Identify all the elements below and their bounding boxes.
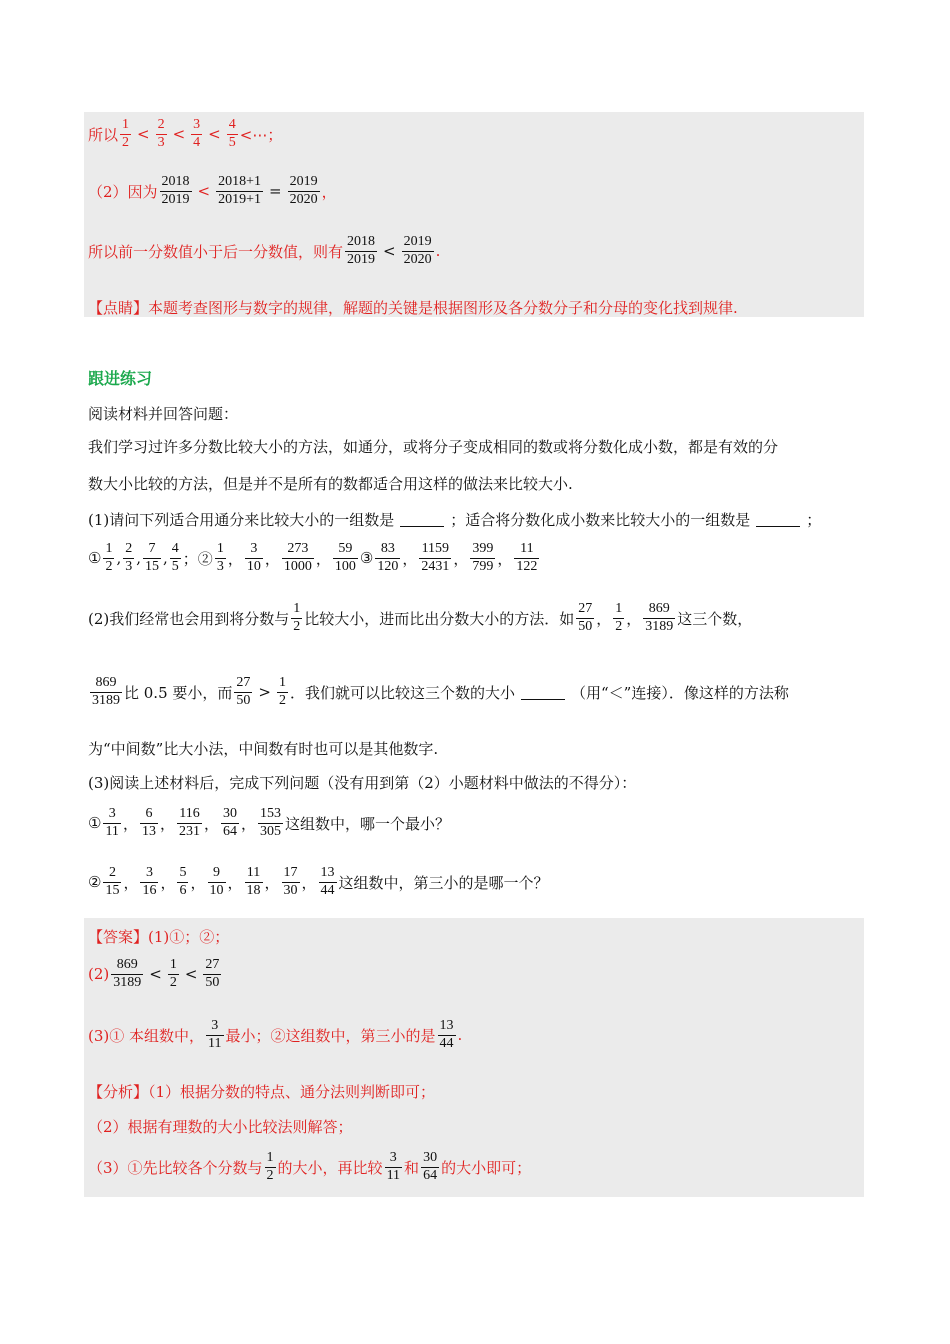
solution-line-2 (88, 175, 337, 207)
text: 【分析】（1）根据分数的特点、通分法则判断即可； (88, 1083, 436, 1101)
less-than: < (184, 965, 198, 984)
text: （3）①先比较各个分数与 (88, 1158, 263, 1177)
fraction: $\frac{3}{10}$ (246, 541, 261, 574)
question-3-part-1: ① $\frac{3}{11}$ ， $\frac{6}{13}$ ， $\frac{116}{231}$ ， $\frac{30}{64}$ ， $\frac{153}{305}$ 这组数中，哪一个最小？ (88, 806, 451, 839)
fraction: $\frac{2018}{2019}$ (347, 234, 376, 267)
text: 我们学习过许多分数比较大小的方法，如通分，或将分子变成相同的数或将分数化成小数，都是有效的分 (88, 438, 779, 456)
answer-line-3 (88, 1019, 462, 1051)
fraction: $\frac{869}{3189}$ (645, 601, 674, 634)
question-intro (88, 403, 238, 424)
fraction: $\frac{27}{50}$ (578, 601, 593, 634)
fraction: $\frac{1}{3}$ (216, 541, 224, 574)
text: （2）因为 (88, 182, 158, 201)
question-1 (88, 509, 821, 530)
text: <⋯； (239, 125, 283, 144)
text: 的大小，再比较 (277, 1158, 383, 1177)
question-3-part-2: ② $\frac{2}{15}$ ， $\frac{3}{16}$ ， $\frac{5}{6}$ ， $\frac{9}{10}$ ， $\frac{11}{18}$ ， $\frac{17}{30}$ ， $\frac{13}{44}$ 这组数中，第三小的是哪一个？ (88, 865, 549, 898)
text: 【点睛】本题考查图形与数字的规律，解题的关键是根据图形及各分数分子和分母的变化找到规律. (88, 299, 738, 317)
fraction: $\frac{3}{11}$ (386, 1150, 401, 1183)
solution-line-3 (88, 235, 440, 267)
text: 【答案】(1)①；②； (88, 928, 230, 946)
answer-blank (756, 512, 800, 527)
equals: = (269, 182, 282, 201)
text: ．我们就可以比较这三个数的大小 (289, 683, 515, 702)
fraction: $\frac{2019}{2020}$ (403, 234, 432, 267)
fraction: $\frac{30}{64}$ (222, 806, 237, 839)
text: 这三个数， (677, 609, 753, 628)
text: (3)阅读上述材料后，完成下列问题（没有用到第（2）小题材料中做法的不得分）： (88, 774, 637, 792)
text: 阅读材料并回答问题： (88, 405, 239, 423)
question-paragraph-2 (88, 473, 573, 494)
dianjing-note (88, 297, 738, 318)
less-than: < (197, 182, 211, 201)
text: （2）根据有理数的大小比较法则解答； (88, 1118, 353, 1136)
text: 为“中间数”比大小法，中间数有时也可以是其他数字. (88, 740, 439, 758)
fraction: $\frac{17}{30}$ (283, 865, 298, 898)
fraction: $\frac{11}{122}$ (516, 541, 538, 574)
text: 这组数中，哪一个最小？ (285, 814, 451, 833)
text: 最小；②这组数中，第三小的是 (225, 1026, 436, 1045)
fraction: $\frac{13}{44}$ (439, 1018, 454, 1051)
fraction: $\frac{273}{1000}$ (283, 541, 312, 574)
less-than: < (137, 125, 150, 144)
question-paragraph-1 (88, 436, 778, 457)
fraction: $\frac{9}{10}$ (209, 865, 224, 898)
text: ② (88, 873, 102, 892)
text: . (435, 242, 441, 261)
text: 这组数中，第三小的是哪一个？ (338, 873, 549, 892)
answer-line-1 (88, 926, 229, 947)
fraction: $\frac{1}{2}$ (615, 601, 623, 634)
solution-line-1 (88, 118, 282, 150)
answer-line-2 (88, 958, 223, 990)
less-than: < (383, 242, 396, 261)
fraction: $\frac{3}{11}$ (105, 806, 119, 839)
text: . (457, 1026, 463, 1045)
fraction: $\frac{2019}{2020}$ (289, 174, 318, 207)
text: (2) (88, 965, 110, 984)
fraction: $\frac{27}{50}$ (205, 957, 220, 990)
fraction: $\frac{1}{2}$ (122, 117, 130, 150)
fraction: $\frac{83}{120}$ (377, 541, 399, 574)
fraction: $\frac{2018}{2019}$ (161, 174, 190, 207)
greater-than: > (258, 683, 271, 702)
text: 比较大小，进而比出分数大小的方法．如 (304, 609, 575, 628)
fraction: $\frac{6}{13}$ (141, 806, 156, 839)
fraction: $\frac{1}{2}$ (169, 957, 177, 990)
text: ； (806, 511, 822, 529)
fraction: $\frac{153}{305}$ (260, 806, 281, 839)
fraction: $\frac{869}{3189}$ (113, 957, 142, 990)
fraction: $\frac{4}{5}$ (171, 541, 179, 574)
fraction: $\frac{399}{799}$ (472, 541, 494, 574)
text: 的大小即可； (441, 1158, 532, 1177)
fraction: $\frac{13}{44}$ (320, 865, 335, 898)
less-than: < (172, 125, 186, 144)
fraction: $\frac{2}{15}$ (105, 865, 120, 898)
fraction: $\frac{11}{18}$ (246, 865, 261, 898)
fraction: $\frac{7}{15}$ (145, 541, 160, 574)
text: 跟进练习 (88, 369, 153, 388)
question-1-groups: ① $\frac{1}{2}$ , $\frac{2}{3}$ , $\frac{7}{15}$ , $\frac{4}{5}$ ；② $\frac{1}{3}$ ， $\frac{3}{10}$ ， $\frac{273}{1000}$ ， $\frac{59}{100}$ ③ $\frac{83}{120}$ ， $\frac{1159}{2431}$ ， $\frac{399}{799}$ ， $\frac{11}{122}$ (88, 541, 538, 574)
text: ；适合将分数化成小数来比较大小的一组数是 (450, 511, 751, 529)
text: ， (321, 182, 337, 201)
text: 和 (404, 1158, 420, 1177)
fraction: $\frac{1}{2}$ (278, 675, 286, 708)
analysis-line-2 (88, 1116, 353, 1137)
text: 所以前一分数值小于后一分数值，则有 (88, 242, 344, 261)
fraction: $\frac{5}{6}$ (179, 865, 187, 898)
text: 所以 (88, 125, 119, 144)
answer-blank (400, 512, 444, 527)
fraction: $\frac{2}{3}$ (157, 117, 165, 150)
text: (2)我们经常也会用到将分数与 (88, 609, 290, 628)
fraction: $\frac{3}{11}$ (208, 1018, 222, 1051)
question-2: (2)我们经常也会用到将分数与 $\frac{1}{2}$ 比较大小，进而比出分数大小的方法．如 $\frac{27}{50}$ ， $\frac{1}{2}$ ， $\frac{869}{3189}$ 这三个数， (88, 601, 753, 634)
fraction: $\frac{3}{4}$ (193, 117, 201, 150)
text: 比 0.5 要小，而 (124, 683, 233, 702)
fraction: $\frac{1}{2}$ (105, 541, 113, 574)
fraction: $\frac{116}{231}$ (178, 806, 200, 839)
question-2-continued (88, 676, 789, 708)
question-2-end (88, 738, 438, 759)
text: ；② (182, 549, 213, 568)
fraction: $\frac{2018+1}{2019+1}$ (218, 174, 262, 207)
less-than: < (149, 965, 162, 984)
text: (1)请问下列适合用通分来比较大小的一组数是 (88, 511, 395, 529)
fraction: $\frac{4}{5}$ (228, 117, 236, 150)
text: 数大小比较的方法，但是并不是所有的数都适合用这样的做法来比较大小. (88, 475, 573, 493)
text: ① (88, 814, 102, 833)
analysis-line-1 (88, 1081, 435, 1102)
fraction: $\frac{1}{2}$ (266, 1150, 274, 1183)
question-3 (88, 772, 636, 793)
fraction: $\frac{869}{3189}$ (92, 675, 120, 708)
analysis-line-3 (88, 1151, 531, 1183)
text: ③ (359, 549, 374, 568)
less-than: < (208, 125, 221, 144)
fraction: $\frac{1}{2}$ (293, 601, 301, 634)
text: ① (88, 549, 102, 568)
fraction: $\frac{1159}{2431}$ (421, 541, 450, 574)
fraction: $\frac{59}{100}$ (334, 541, 356, 574)
text: (3)① 本组数中， (88, 1026, 205, 1045)
section-title (88, 366, 152, 389)
fraction: $\frac{27}{50}$ (236, 675, 251, 708)
text: （用“＜”连接）．像这样的方法称 (571, 683, 789, 702)
fraction: $\frac{2}{3}$ (125, 541, 133, 574)
fraction: $\frac{3}{16}$ (142, 865, 157, 898)
fraction: $\frac{30}{64}$ (423, 1150, 438, 1183)
answer-blank (521, 685, 565, 700)
